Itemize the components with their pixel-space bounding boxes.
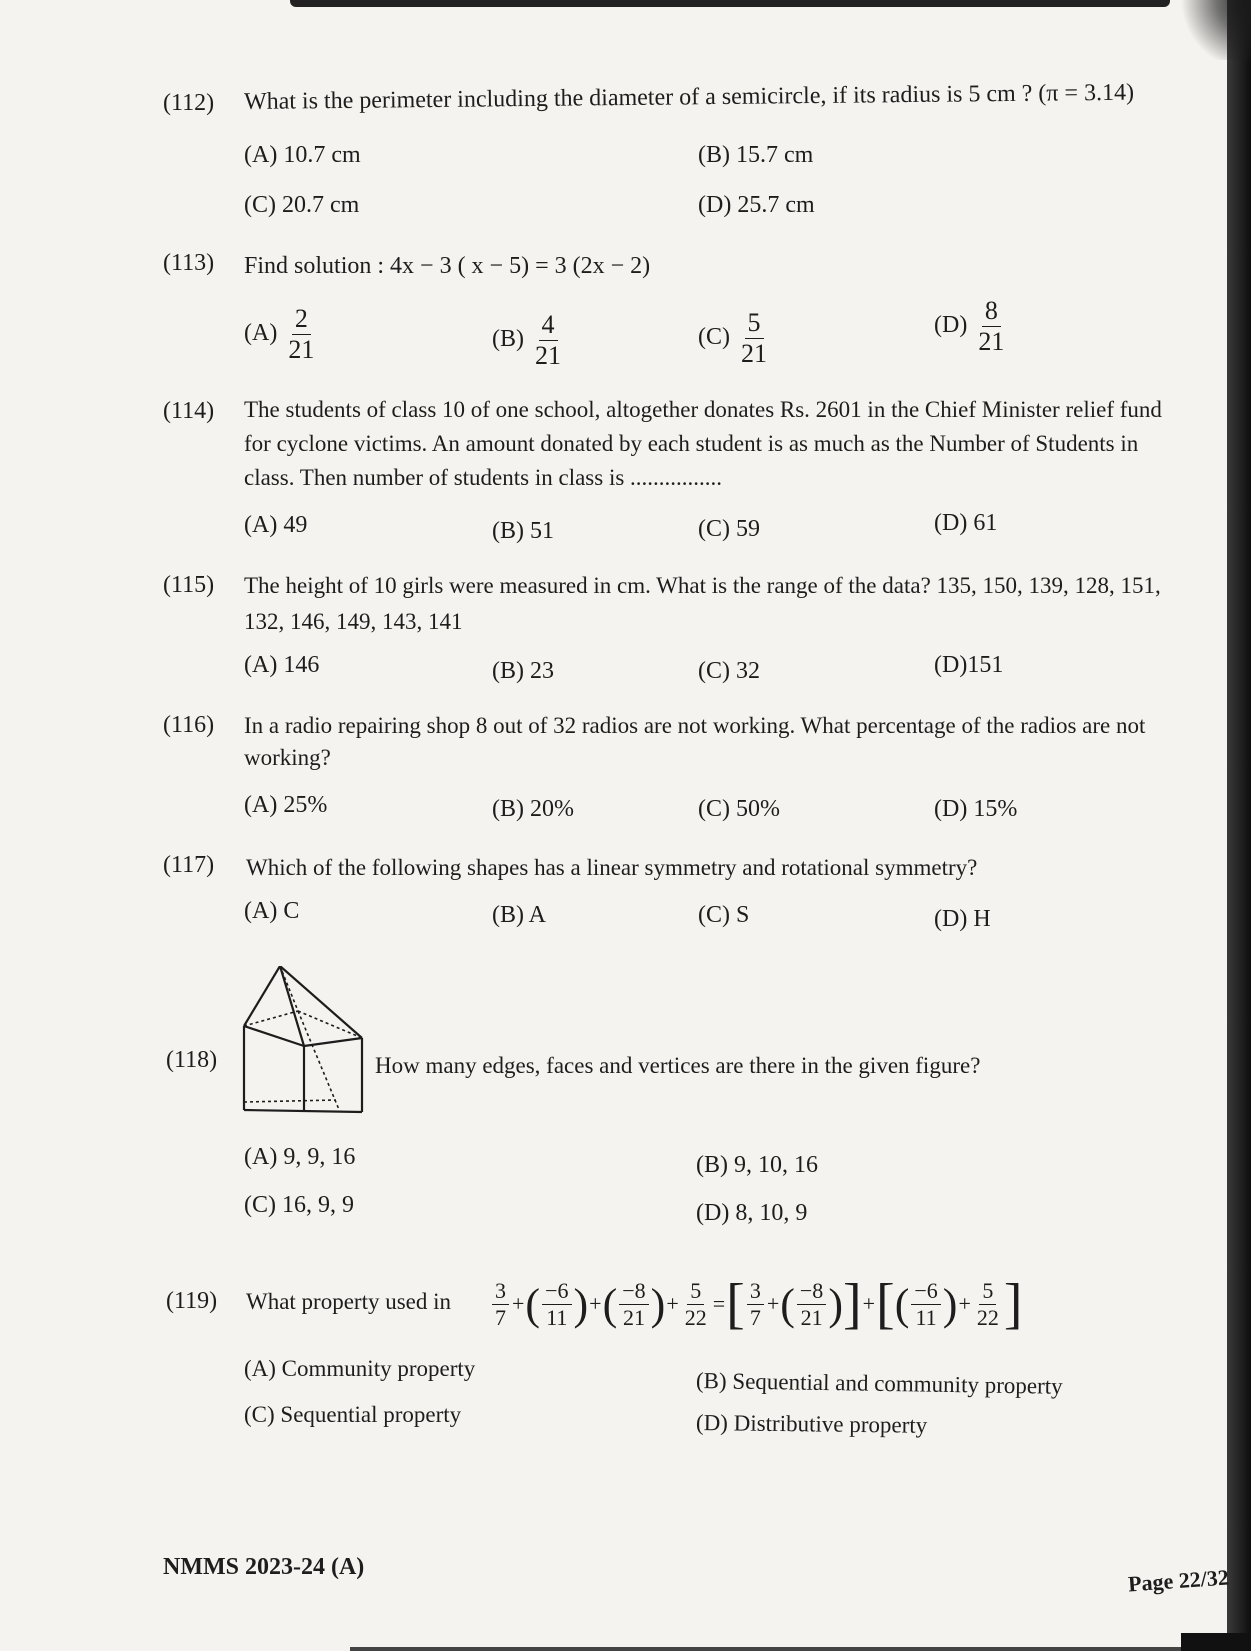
fraction [619, 1277, 648, 1330]
question-line-1: The students of class 10 of one school, altogether donates Rs. 2601 in the Chief Minister relief fund [244, 397, 1162, 422]
option-d: (D)151 [934, 652, 1004, 678]
numerator: 3 [492, 1280, 509, 1305]
plus-sign: + [862, 1291, 876, 1316]
option-a: (A) Community property [244, 1356, 476, 1381]
question-line-3: class. Then number of students in class is ................ [244, 465, 723, 490]
exam-code: NMMS 2023-24 (A) [163, 1554, 365, 1580]
option-a: (A) C [244, 898, 300, 924]
right-paren: ) [828, 1279, 843, 1329]
denominator: 21 [800, 1304, 823, 1330]
option-d: (D) Distributive property [695, 1410, 928, 1438]
option-b [492, 312, 566, 369]
option-label: (D) [934, 312, 968, 339]
question-text: Find solution : 4x − 3 ( x − 5) = 3 (2x − 2) [244, 253, 651, 279]
question-text: What is the perimeter including the diameter of a semicircle, if its radius is 5 cm ? (π = 3.14) [243, 79, 1135, 115]
option-label: (A) [244, 320, 278, 347]
denominator: 21 [288, 335, 315, 364]
question-line-1: In a radio repairing shop 8 out of 32 radios are not working. What percentage of the radios are not [244, 713, 1146, 738]
option-a: (A) 10.7 cm [244, 142, 361, 168]
numerator: 5 [979, 1280, 996, 1305]
option-d: (D) 15% [934, 796, 1018, 822]
numerator: −6 [911, 1280, 940, 1305]
fraction [974, 1277, 1002, 1330]
option-b: (B) 15.7 cm [698, 142, 814, 168]
scan-corner-shadow [1171, 0, 1251, 60]
left-paren: ( [525, 1279, 541, 1329]
left-paren: ( [780, 1279, 795, 1329]
numerator: 2 [292, 306, 311, 335]
option-c [698, 310, 772, 367]
option-d: (D) 25.7 cm [698, 192, 815, 218]
right-bracket: ] [842, 1273, 862, 1335]
option-b: (B) 23 [492, 658, 554, 684]
question-number: (114) [163, 398, 215, 424]
fraction [797, 1277, 826, 1330]
left-paren: ( [894, 1279, 910, 1329]
question-line-2: 132, 146, 149, 143, 141 [244, 609, 463, 634]
pentagonal-pyramid-prism-figure [240, 966, 365, 1120]
math-expression [490, 1262, 1023, 1346]
right-paren: ) [650, 1279, 666, 1329]
plus-sign: + [512, 1291, 525, 1316]
equals-sign: = [712, 1291, 726, 1316]
option-c: (C) 50% [698, 796, 780, 822]
numerator: −8 [619, 1280, 648, 1305]
option-a: (A) 146 [244, 652, 320, 678]
question-line-1: The height of 10 girls were measured in cm. What is the range of the data? 135, 150, 139, 128, 151, [244, 573, 1161, 598]
right-paren: ) [573, 1279, 589, 1329]
question-number: (118) [166, 1047, 218, 1073]
denominator: 22 [976, 1304, 999, 1330]
denominator: 11 [915, 1304, 937, 1330]
option-c: (C) 16, 9, 9 [244, 1192, 354, 1218]
left-bracket: [ [876, 1273, 895, 1335]
numerator: −8 [797, 1280, 826, 1305]
option-b: (B) Sequential and community property [695, 1368, 1063, 1399]
numerator: 5 [745, 310, 764, 339]
numerator: 3 [747, 1280, 764, 1305]
question-number: (113) [163, 250, 215, 276]
fraction [492, 1277, 509, 1330]
option-a: (A) 25% [244, 792, 328, 818]
option-c: (C) 32 [698, 658, 760, 684]
question-line-2: for cyclone victims. An amount donated by each student is as much as the Number of Students in [244, 431, 1139, 456]
question-number: (112) [163, 90, 215, 116]
fraction [738, 310, 770, 367]
option-b: (B) A [492, 902, 546, 928]
fraction [542, 1277, 571, 1330]
question-number: (119) [166, 1288, 218, 1314]
option-d: (D) 61 [934, 510, 998, 536]
option-d: (D) 8, 10, 9 [696, 1200, 808, 1226]
question-text: Which of the following shapes has a linear symmetry and rotational symmetry? [246, 855, 978, 880]
option-a: (A) 9, 9, 16 [244, 1144, 356, 1170]
denominator: 21 [741, 339, 767, 368]
option-a [244, 306, 319, 363]
question-text: What property used in [246, 1289, 452, 1314]
fraction [911, 1277, 940, 1330]
option-b: (B) 20% [492, 796, 574, 822]
option-c: (C) S [698, 902, 750, 928]
plus-sign: + [666, 1291, 679, 1316]
fraction [975, 298, 1007, 355]
left-paren: ( [602, 1279, 618, 1329]
fraction [682, 1277, 710, 1330]
right-bracket: ] [1003, 1273, 1023, 1335]
question-number: (117) [163, 852, 215, 878]
scan-right-edge [1227, 0, 1251, 1651]
numerator: 8 [982, 298, 1001, 327]
option-d [934, 298, 1009, 355]
plus-sign: + [958, 1291, 971, 1316]
option-c: (C) 59 [698, 516, 760, 542]
option-c: (C) 20.7 cm [244, 192, 360, 218]
question-text: How many edges, faces and vertices are there in the given figure? [375, 1053, 981, 1078]
option-b: (B) 51 [492, 518, 554, 544]
option-b: (B) 9, 10, 16 [696, 1152, 818, 1178]
numerator: 5 [687, 1280, 704, 1305]
fraction [747, 1277, 764, 1330]
option-label: (B) [492, 326, 524, 353]
option-c: (C) Sequential property [244, 1402, 462, 1427]
scan-top-edge [290, 0, 1170, 7]
numerator: 4 [539, 312, 558, 341]
question-number: (116) [163, 712, 215, 738]
plus-sign: + [766, 1291, 780, 1316]
denominator: 21 [622, 1304, 645, 1330]
fraction [532, 312, 564, 369]
denominator: 21 [978, 327, 1005, 356]
denominator: 22 [684, 1304, 707, 1330]
option-label: (C) [698, 324, 730, 351]
fraction [285, 306, 317, 363]
option-d: (D) H [934, 906, 991, 932]
numerator: −6 [542, 1280, 571, 1305]
question-number: (115) [163, 572, 215, 598]
right-paren: ) [942, 1279, 958, 1329]
left-bracket: [ [726, 1273, 745, 1335]
plus-sign: + [589, 1291, 602, 1316]
scan-bottom-edge [350, 1647, 1200, 1651]
denominator: 7 [495, 1304, 506, 1330]
page-number: Page 22/32 [1127, 1564, 1230, 1597]
denominator: 11 [546, 1304, 568, 1330]
question-line-2: working? [244, 745, 331, 770]
option-a: (A) 49 [244, 512, 308, 538]
scan-bottom-corner [1181, 1633, 1251, 1651]
denominator: 21 [535, 341, 561, 370]
denominator: 7 [749, 1304, 761, 1330]
